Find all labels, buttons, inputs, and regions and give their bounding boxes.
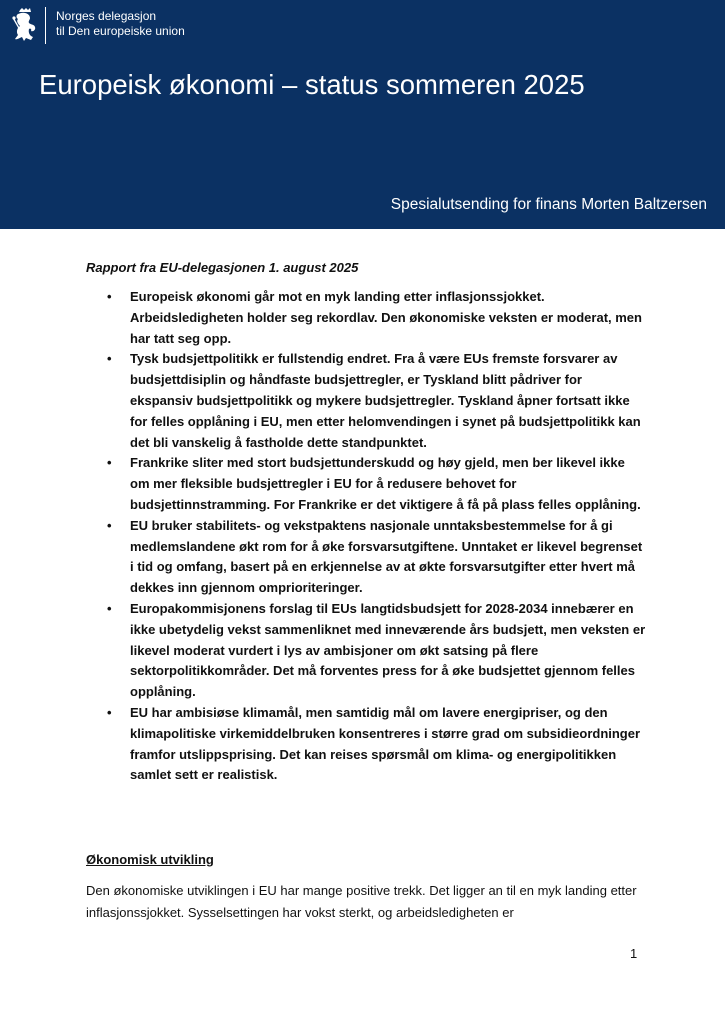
- summary-bullet: [86, 703, 646, 786]
- summary-bullet: [86, 516, 646, 599]
- bullet-marker: •: [107, 455, 112, 471]
- org-line-1: Norges delegasjon: [56, 9, 157, 23]
- logo-divider: [45, 7, 46, 44]
- summary-bullet: [86, 349, 646, 453]
- bullet-text: Europakommisjonens forslag til EUs langtidsbudsjett for 2028-2034 innebærer en ikke ubetydelig vekst sammenliknet med inneværende års budsjett, men veksten er likevel moderat vurdert i lys av ambisjoner om økt satsing på flere sektorpolitikkområder. Det må forventes press for å øke budsjettet gjennom felles opplåning.: [130, 600, 646, 700]
- bullet-marker: •: [107, 289, 112, 304]
- section-heading: Økonomisk utvikling: [86, 852, 214, 867]
- norwegian-lion-icon: [12, 8, 38, 42]
- page-number: 1: [630, 946, 638, 961]
- summary-bullet: [86, 287, 646, 349]
- report-date-line: Rapport fra EU-delegasjonen 1. august 2025: [86, 260, 359, 275]
- summary-bullet: [86, 599, 646, 703]
- bullet-text: EU bruker stabilitets- og vekstpaktens nasjonale unntaksbestemmelse for å gi medlemslandene økt rom for å øke forsvarsutgiftene. Unntaket er likevel begrenset i tid og omfang, basert på en erkjennelse av at økte forsvarsutgifter etter hvert må dekkes inn gjennom omprioriteringer.: [130, 517, 643, 596]
- section-paragraph: Den økonomiske utviklingen i EU har mange positive trekk. Det ligger an til en myk landing etter inflasjonssjokket. Sysselsettingen har vokst sterkt, og arbeidsledigheten er: [86, 883, 637, 920]
- bullet-marker: •: [107, 351, 112, 367]
- bullet-marker: •: [107, 704, 112, 720]
- bullet-marker: •: [107, 600, 112, 616]
- bullet-text: Europeisk økonomi går mot en myk landing etter inflasjonssjokket. Arbeidsledigheten holder seg rekordlav. Den økonomiske veksten er moderat, men har tatt seg opp.: [130, 289, 642, 346]
- summary-section: [86, 255, 646, 786]
- bullet-marker: •: [107, 517, 112, 533]
- summary-bullet-list: [86, 287, 646, 786]
- bullet-text: Tysk budsjettpolitikk er fullstendig endret. Fra å være EUs fremste forsvarer av budsjettdisiplin og håndfaste budsjettregler, er Tyskland blitt pådriver for ekspansiv budsjettpolitikk og mykere budsjettregler. Tyskland åpner fortsatt ikke for felles opplåning i EU, men etter helomvendingen i synet på budsjettpolitikk kan det bli vanskelig å fastholde dette standpunktet.: [130, 351, 641, 450]
- bullet-text: Frankrike sliter med stort budsjettunderskudd og høy gjeld, men ber likevel ikke om mer fleksible budsjettregler i EU for å redusere behovet for budsjettinnstramming. For Frankrike er det viktigere å få på plass felles opplåning.: [130, 455, 641, 512]
- summary-bullet: [86, 453, 646, 515]
- organization-name: [56, 9, 185, 39]
- org-line-2: til Den europeiske union: [56, 24, 185, 38]
- report-subtitle: Spesialutsending for finans Morten Baltzersen: [390, 196, 707, 213]
- bullet-text: EU har ambisiøse klimamål, men samtidig mål om lavere energipriser, og den klimapolitiske virkemiddelbruken konsentreres i større grad om subsidieordninger framfor utslippsprising. Det kan reises spørsmål om klima- og energipolitikken samlet sett er realistisk.: [130, 704, 641, 783]
- report-header: [0, 0, 725, 229]
- report-title: Europeisk økonomi – status sommeren 2025: [39, 69, 585, 100]
